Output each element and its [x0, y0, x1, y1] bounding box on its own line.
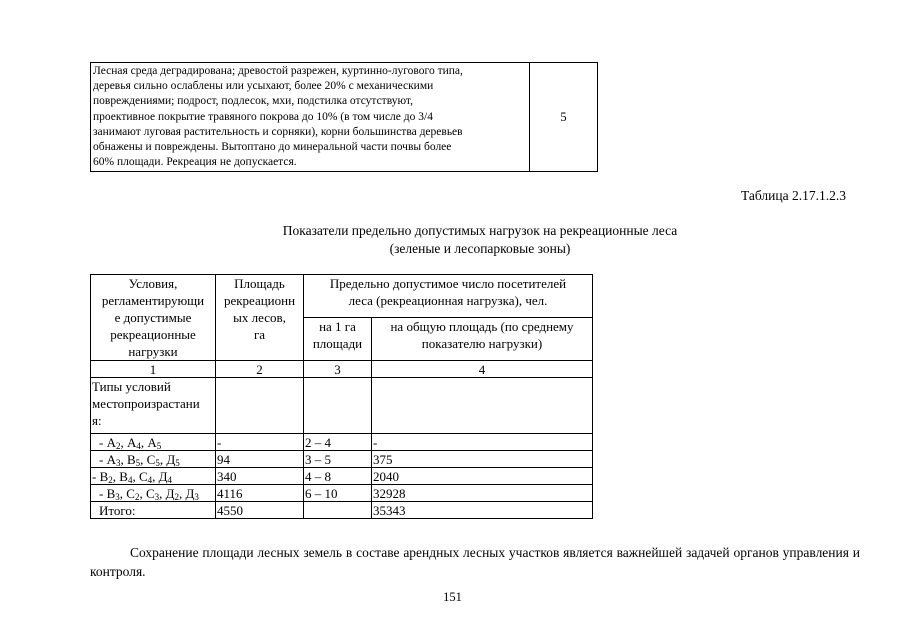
per-ha-cell: 4 – 8	[304, 468, 372, 485]
subscript: 4	[136, 440, 141, 451]
header-area: Площадь рекреационн ых лесов, га	[216, 275, 304, 361]
table-row	[91, 485, 593, 502]
area-cell: 4550	[216, 502, 304, 519]
total-cell: -	[372, 434, 593, 451]
site-type-cell: - $В_3$, $С_2$, $С_3$, $Д_2$, $Д_3$	[91, 485, 216, 502]
subscript: 5	[175, 457, 180, 468]
subscript: 2	[115, 440, 121, 451]
description-line: деревья сильно ослаблены или усыхают, более 20% с механическими	[93, 80, 434, 93]
description-line: обнажены и повреждены. Вытоптано до минеральной части почвы более	[93, 141, 452, 154]
column-number: 3	[304, 361, 372, 378]
total-cell: 35343	[372, 502, 593, 519]
area-cell: 4116	[216, 485, 304, 502]
table-row	[91, 63, 598, 172]
subscript: 5	[135, 457, 141, 468]
body-paragraph: Сохранение площади лесных земель в составе арендных лесных участков является важнейшей задачей органов управления и контроля.	[90, 545, 860, 579]
area-cell: 94	[216, 451, 304, 468]
subscript: 4	[127, 474, 133, 485]
degradation-score: 5	[529, 63, 597, 172]
subscript: 3	[154, 491, 160, 502]
subscript: 4	[167, 474, 172, 485]
page-number: 151	[443, 590, 462, 604]
subscript: 5	[155, 457, 160, 468]
degradation-table	[90, 62, 598, 172]
table-title-line-2: (зеленые и лесопарковые зоны)	[389, 241, 571, 256]
site-type-cell: - $А_2$, $А_4$, $А_5$	[91, 434, 216, 451]
description-line: 60% площади. Рекреация не допускается.	[93, 156, 297, 169]
recreation-load-table	[90, 274, 593, 519]
degradation-description	[91, 63, 530, 172]
column-number: 2	[216, 361, 304, 378]
description-line: занимают луговая растительность и сорняки), корни большинства деревьев	[93, 125, 463, 138]
area-cell: -	[216, 434, 304, 451]
per-ha-cell	[304, 502, 372, 519]
table-number: Таблица 2.17.1.2.3	[741, 188, 846, 203]
per-ha-cell: 6 – 10	[304, 485, 372, 502]
subscript: 3	[115, 491, 120, 502]
total-label: Итого:	[91, 502, 216, 519]
subscript: 3	[115, 457, 121, 468]
area-cell: 340	[216, 468, 304, 485]
header-max-visitors: Предельно допустимое число посетителей леса (рекреационная нагрузка), чел.	[304, 275, 593, 318]
table-row	[91, 468, 593, 485]
subscript: 5	[156, 440, 162, 451]
header-conditions: Условия, регламентирующи е допустимые рекреационные нагрузки	[91, 275, 216, 361]
site-type-cell: - $В_2$, $В_4$, $С_4$, $Д_4$	[91, 468, 216, 485]
header-per-ha: на 1 га площади	[304, 318, 372, 361]
header-total-area: на общую площадь (по среднему показателю нагрузки)	[372, 318, 593, 361]
site-type-cell: - $А_3$, $В_5$, $С_5$, $Д_5$	[91, 451, 216, 468]
column-number: 4	[372, 361, 593, 378]
total-cell: 32928	[372, 485, 593, 502]
subscript: 4	[147, 474, 153, 485]
header-row	[91, 275, 593, 318]
total-cell: 2040	[372, 468, 593, 485]
table-row	[91, 434, 593, 451]
column-number-row	[91, 361, 593, 378]
column-number: 1	[91, 361, 216, 378]
description-line: Лесная среда деградирована; древостой разрежен, куртинно-лугового типа,	[93, 65, 463, 77]
description-line: повреждениями; подрост, подлесок, мхи, подстилка отсутствуют,	[93, 95, 413, 108]
description-line: проективное покрытие травяного покрова до 10% (в том числе до 3/4	[93, 110, 433, 123]
per-ha-cell: 3 – 5	[304, 451, 372, 468]
types-label: Типы условий местопроизрастани я:	[91, 378, 216, 434]
subscript: 2	[174, 491, 179, 502]
table-row	[91, 378, 593, 434]
total-cell: 375	[372, 451, 593, 468]
subscript: 3	[194, 491, 199, 502]
table-title-line-1: Показатели предельно допустимых нагрузок на рекреационные леса	[282, 223, 678, 238]
total-row	[91, 502, 593, 519]
per-ha-cell: 2 – 4	[304, 434, 372, 451]
subscript: 2	[134, 491, 140, 502]
table-row	[91, 451, 593, 468]
subscript: 2	[108, 474, 113, 485]
